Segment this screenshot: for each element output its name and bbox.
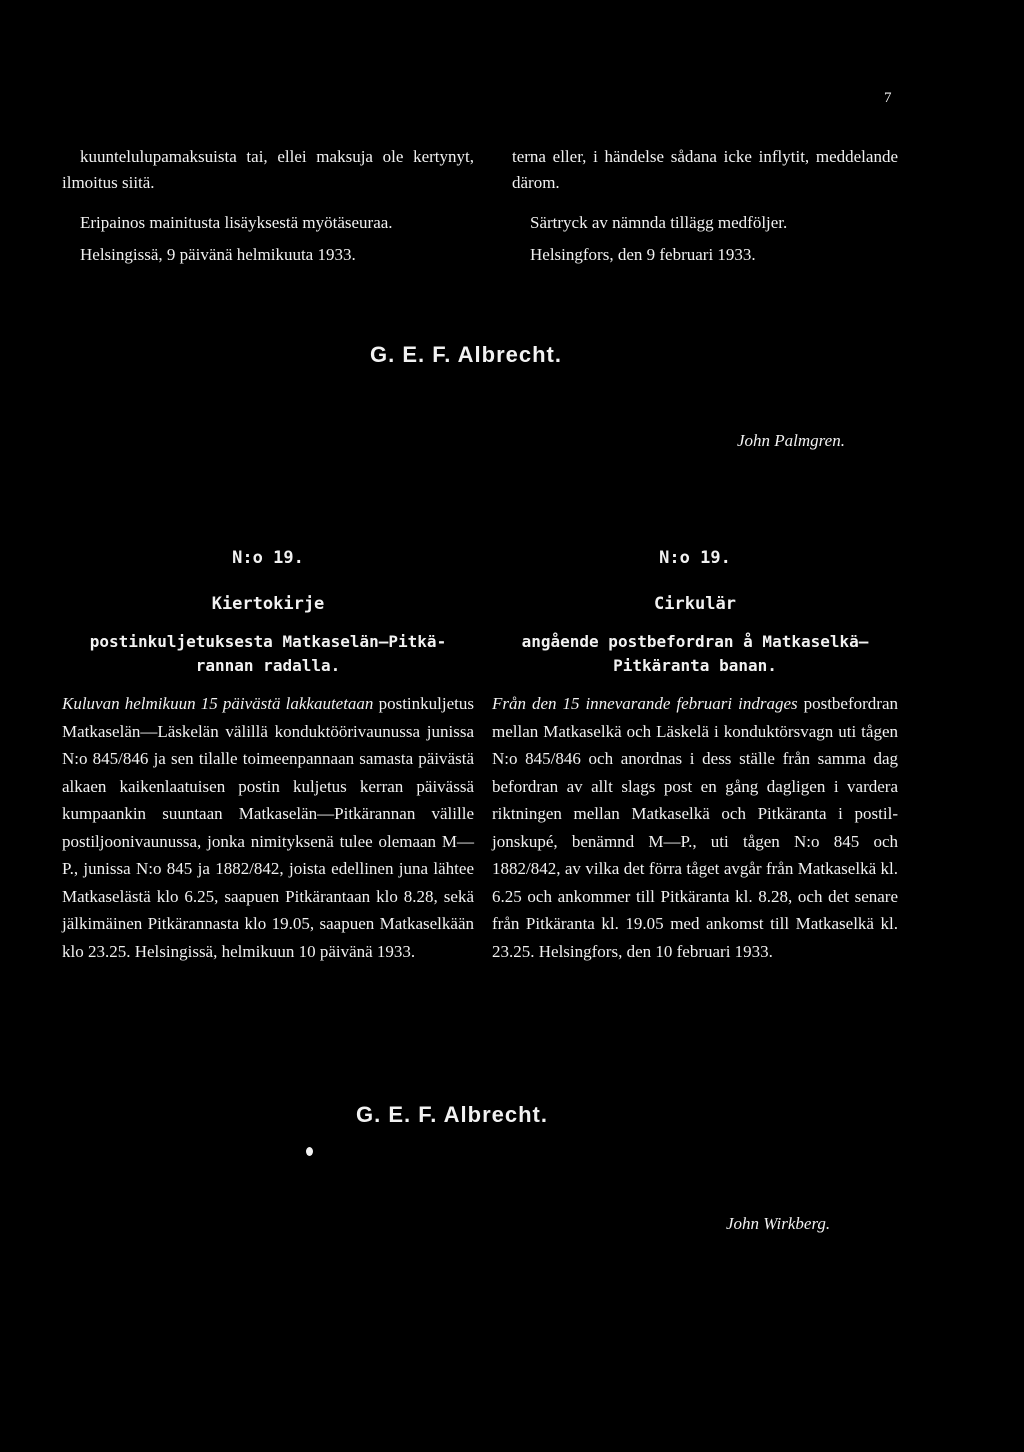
top-fi-paragraph: kuuntelulupamaksuista tai, ellei maksuja ole kertynyt, ilmoitus siitä. (62, 147, 474, 192)
page-number: 7 (884, 90, 892, 106)
top-fi-reprint-note: Eripainos mainitusta lisäyksestä myötäseuraa. (80, 213, 393, 232)
top-fi-date: Helsingissä, 9 päivänä helmikuuta 1933. (80, 245, 356, 264)
top-sv-column (512, 144, 898, 268)
fi-circular-subtitle: postinkuljetuksesta Matkaselän—Pitkärannan radalla. (89, 632, 447, 675)
fi-circular-text: postinkuljetus Matkaselän—Läskelän välillä konduktöörivaunussa junissa N:o 845/846 ja sen tilalle toimeenpannaan samasta päivästä alkaen kaikenlaatuisen postin kuljetus kerran päivässä kumpaankin suuntaan Matkaselän—Pitkärannan välille postiljoonivaunussa, jonka nimityksenä tulee olemaan M—P., junissa N:o 845 ja 1882/842, joista edellinen juna lähtee Matkaselästä klo 6.25, saapuen Pitkärantaan klo 8.28, sekä jälkimäinen Pitkärannasta klo 19.05, saapuen Matkaselkään klo 23.25. Helsingissä, helmikuun 10 päivänä 1933. (62, 694, 474, 961)
top-signature-albrecht: G. E. F. Albrecht. (370, 342, 562, 367)
sv-circular-subtitle: angående postbefordran å Matkaselkä— Pitkäranta banan. (521, 632, 869, 675)
bottom-signature-albrecht: G. E. F. Albrecht. (356, 1102, 548, 1127)
top-fi-column (62, 144, 474, 268)
fi-circular-title: Kiertokirje (211, 594, 325, 614)
top-sv-date: Helsingfors, den 9 februari 1933. (530, 245, 756, 264)
fi-circular (62, 548, 474, 965)
printing-dot (306, 1147, 313, 1156)
sv-circular-text: postbefordran mellan Matkaselkä och Läskelä i konduktörsvagn uti tågen N:o 845/846 och anordnas i dess ställe från samma dag befordran av allt slags post en gång dagligen i vardera riktningen mellan Matkaselkä och Pitkäranta i postiljonskupé, benämnd M—P., uti tågen N:o 845 och 1882/842, av vilka det förra tåget avgår från Matkaselkä kl. 6.25 och ankommer till Pitkäranta kl. 8.28, och det senare från Pitkäranta kl. 19.05 med ankomst till Matkaselkä kl. 23.25. Helsingfors, den 10 februari 1933. (492, 694, 898, 961)
sv-circular-number: N:o 19. (659, 548, 731, 568)
sv-circular-title: Cirkulär (654, 594, 736, 614)
fi-circular-number: N:o 19. (232, 548, 304, 568)
bottom-signature-wirkberg: John Wirkberg. (726, 1214, 831, 1233)
sv-circular-lead: Från den 15 innevarande februari indrages (492, 694, 798, 713)
fi-circular-lead: Kuluvan helmikuun 15 päivästä lakkautetaan (62, 694, 374, 713)
sv-circular (492, 548, 898, 965)
fi-circular-body (62, 690, 474, 965)
top-sv-paragraph: terna eller, i händelse sådana icke inflуtit, meddelande därom. (512, 147, 898, 192)
top-sv-reprint-note: Särtryck av nämnda tillägg medföljer. (530, 213, 788, 232)
top-signature-palmgren: John Palmgren. (737, 431, 845, 450)
sv-circular-body (492, 690, 898, 965)
